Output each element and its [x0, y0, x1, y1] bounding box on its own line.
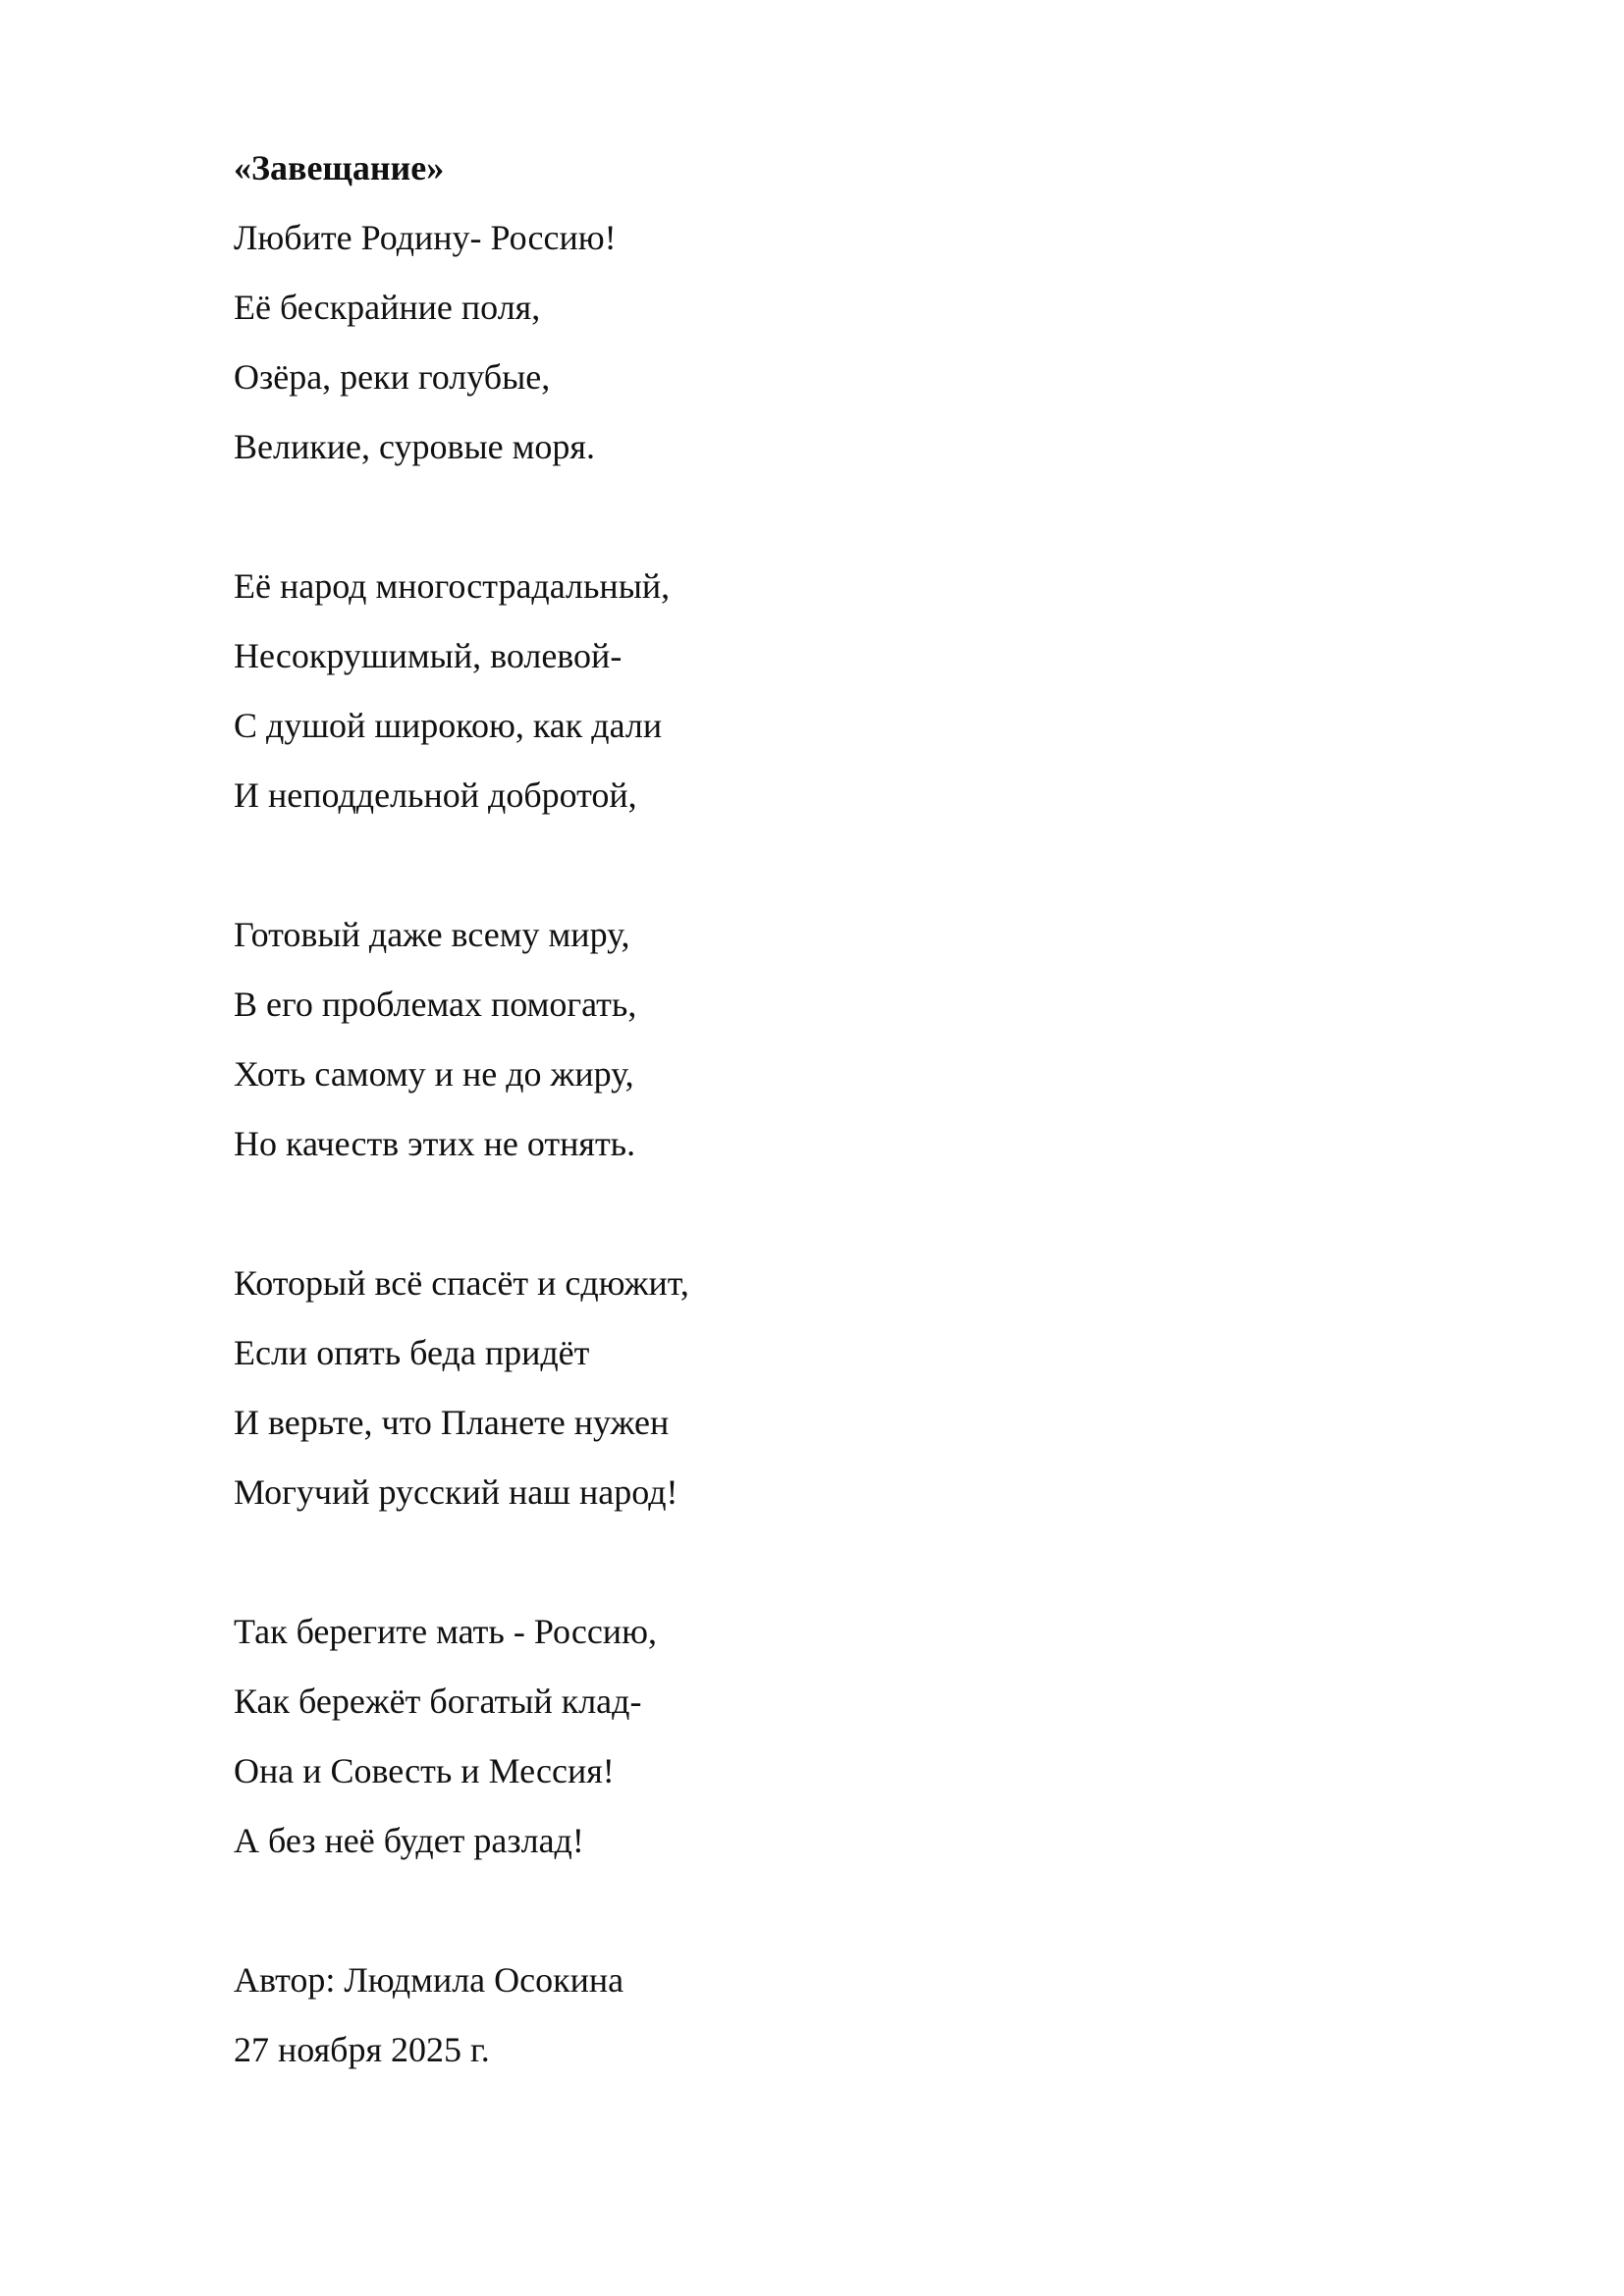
poem-line: Но качеств этих не отнять.	[234, 1124, 636, 1163]
stanza-4	[234, 1249, 1412, 1527]
poem-title: «Завещание»	[234, 148, 445, 187]
poem-line: И неподдельной добротой,	[234, 775, 637, 815]
poem-line: Её народ многострадальный,	[234, 566, 671, 606]
poem-line: Хоть самому и не до жиру,	[234, 1054, 634, 1094]
poem-line: Если опять беда придёт	[234, 1333, 590, 1372]
poem-line: И верьте, что Планете нужен	[234, 1403, 670, 1442]
author-line: Автор: Людмила Осокина	[234, 1960, 624, 2000]
poem-line: А без неё будет разлад!	[234, 1821, 584, 1860]
poem-line: Так берегите мать - Россию,	[234, 1612, 657, 1651]
poem-line: Готовый даже всему миру,	[234, 915, 630, 954]
stanza-2	[234, 552, 1412, 830]
poem-line: Который всё спасёт и сдюжит,	[234, 1263, 689, 1303]
poem-line: С душой широкою, как дали	[234, 706, 663, 745]
poem-line: Любите Родину- Россию!	[234, 218, 617, 257]
stanza-5	[234, 1597, 1412, 1876]
date-line: 27 ноября 2025 г.	[234, 2030, 490, 2069]
poem-line: Озёра, реки голубые,	[234, 357, 551, 397]
poem-line: Несокрушимый, волевой-	[234, 636, 623, 675]
stanza-3	[234, 900, 1412, 1179]
poem-line: Она и Совесть и Мессия!	[234, 1751, 615, 1790]
poem-line: Могучий русский наш народ!	[234, 1472, 678, 1512]
stanza-1	[234, 203, 1412, 482]
poem-content	[234, 133, 1412, 2085]
signature-block	[234, 1946, 1412, 2085]
poem-line: В его проблемах помогать,	[234, 985, 637, 1024]
poem-line: Как бережёт богатый клад-	[234, 1682, 642, 1721]
poem-line: Её бескрайние поля,	[234, 288, 541, 327]
poem-line: Великие, суровые моря.	[234, 427, 595, 466]
